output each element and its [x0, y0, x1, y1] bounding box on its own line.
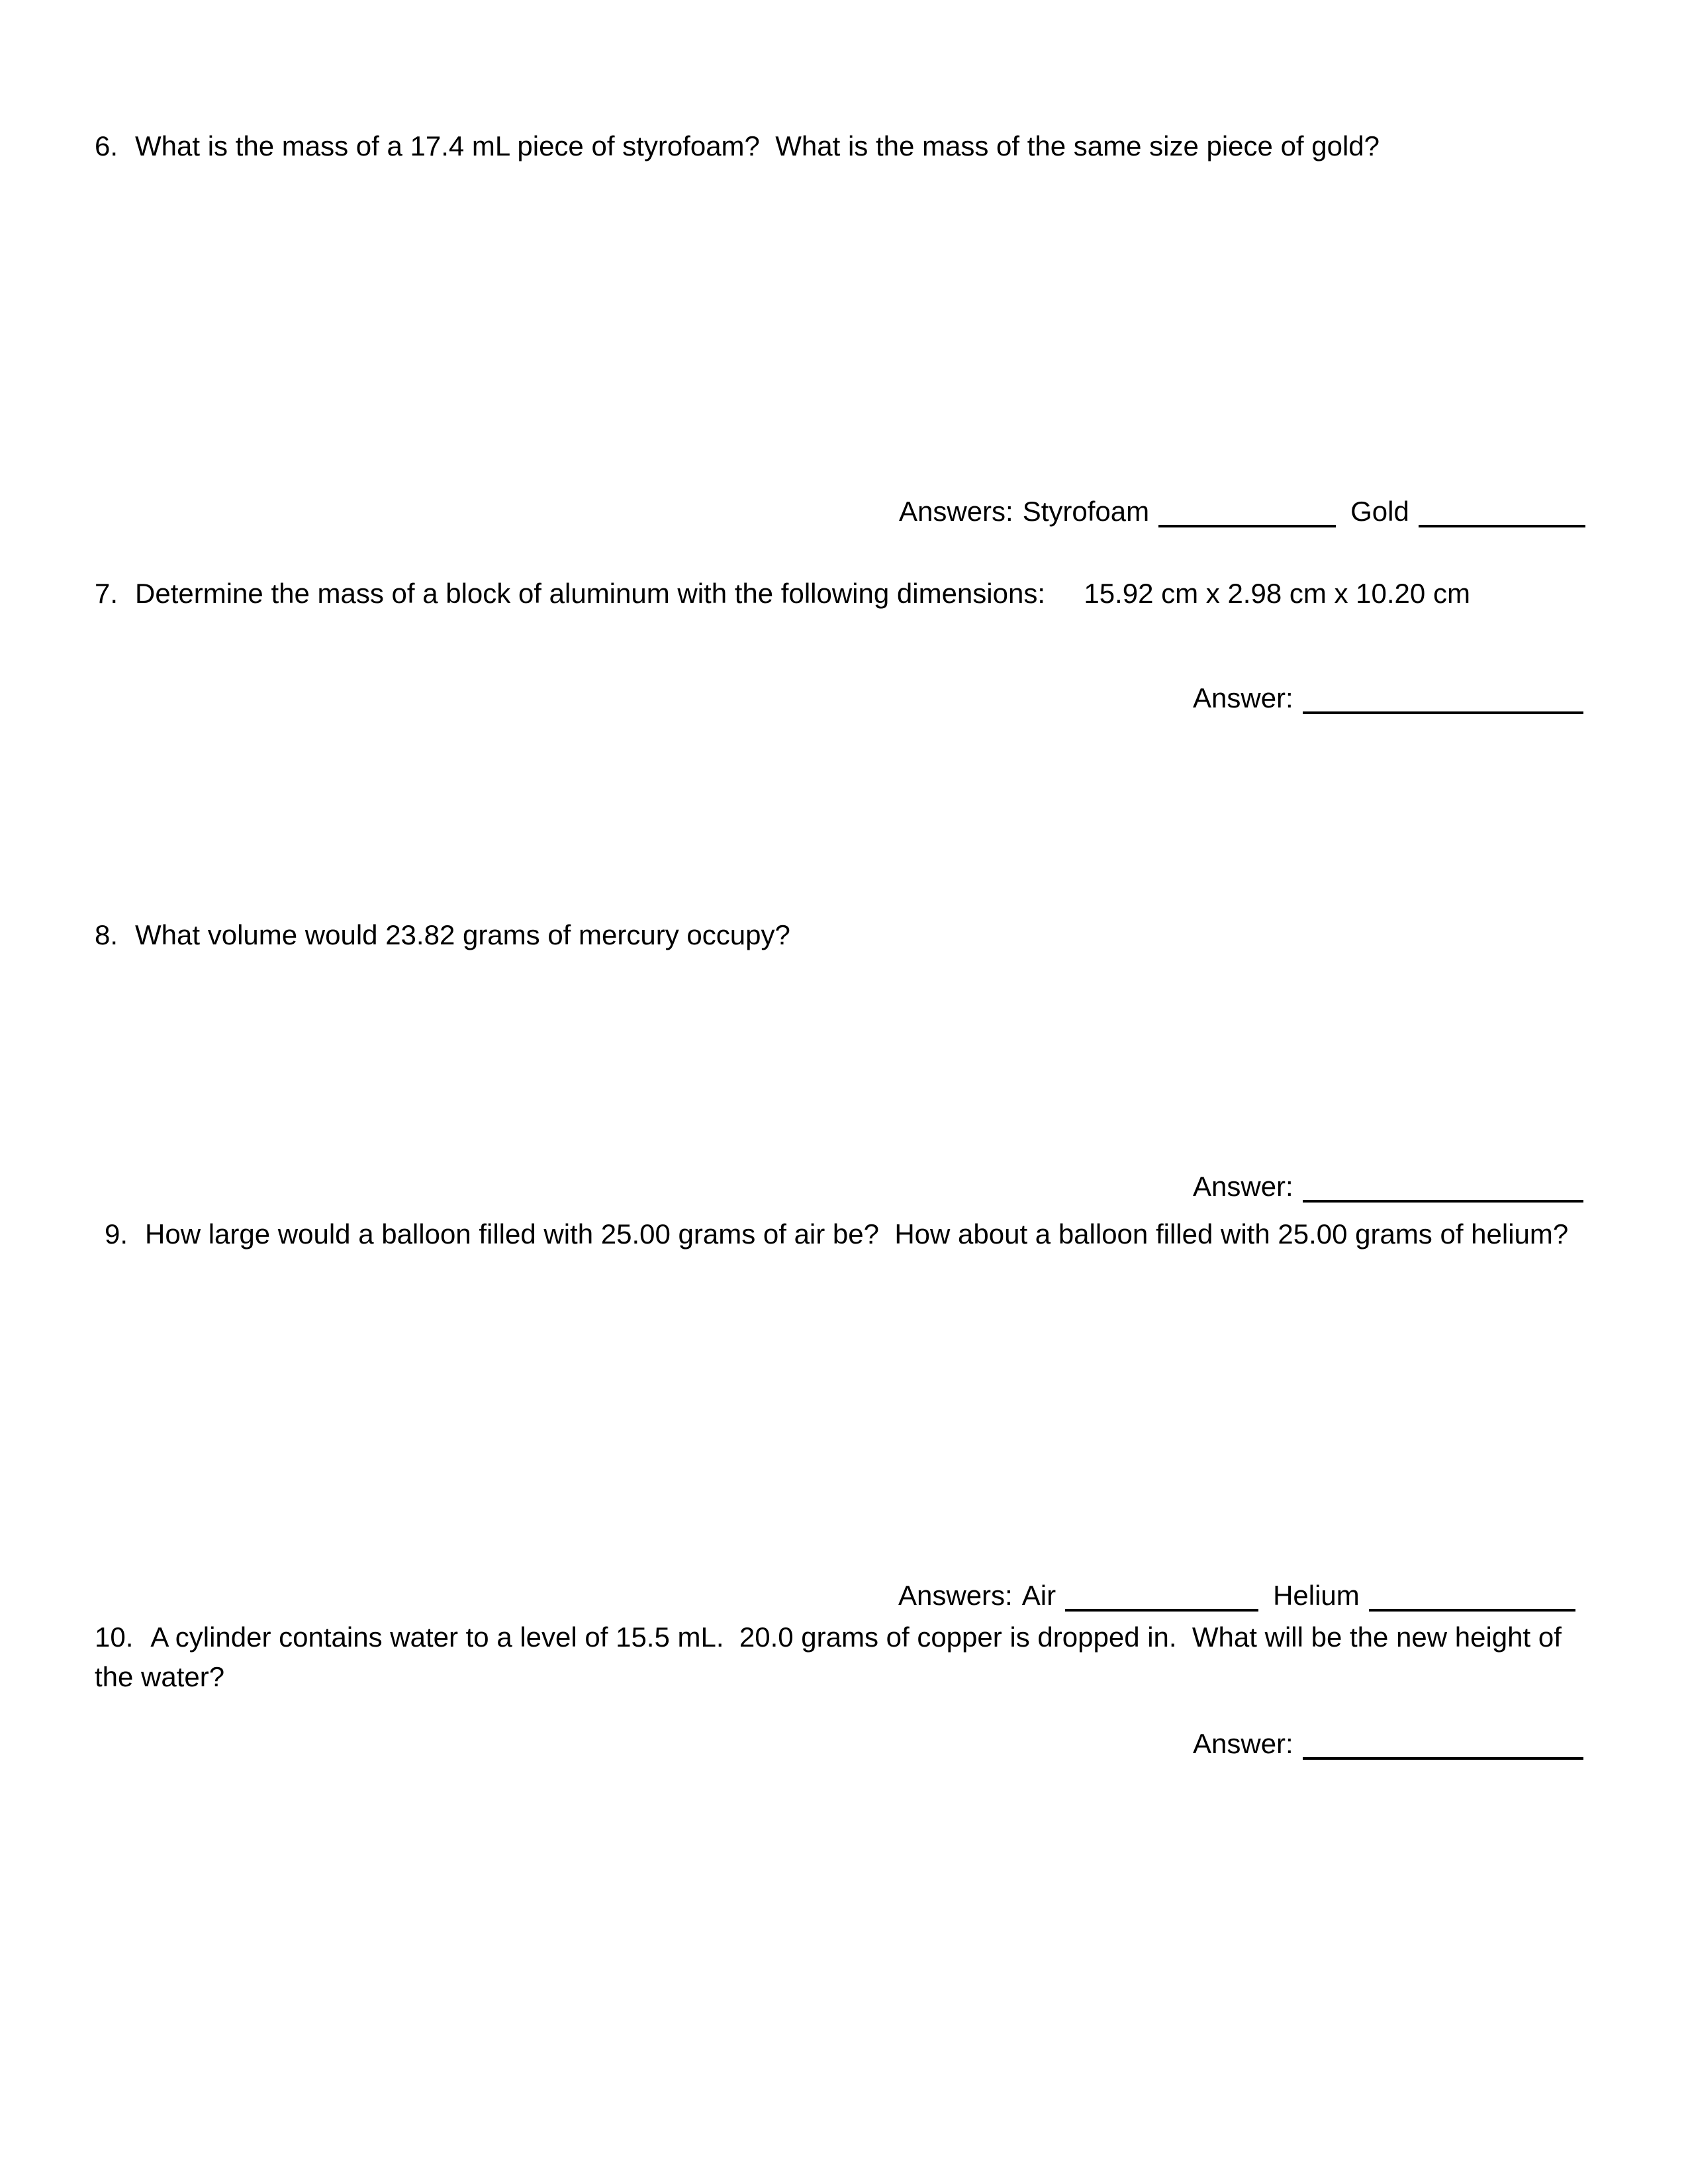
q10-answer-blank[interactable] — [1303, 1757, 1583, 1760]
q7-answer-blank[interactable] — [1303, 711, 1583, 714]
question-9-text: How large would a balloon filled with 25.00 grams of air be? How about a balloon filled with 25.00 grams of helium? — [145, 1218, 1569, 1250]
q8-answer-blank[interactable] — [1303, 1200, 1583, 1203]
answers-label-q6: Answers: — [899, 496, 1013, 527]
air-answer-blank[interactable] — [1065, 1609, 1258, 1612]
helium-field-label: Helium — [1273, 1580, 1360, 1611]
question-7 — [95, 574, 1470, 613]
answer-row-question-10 — [1193, 1725, 1583, 1763]
question-6-number: 6. — [95, 130, 118, 161]
answer-label-q7: Answer: — [1193, 682, 1293, 713]
answer-row-question-7 — [1193, 679, 1583, 717]
question-7-text: Determine the mass of a block of aluminum with the following dimensions: 15.92 cm x 2.98 cm x 10.20 cm — [135, 578, 1470, 609]
answer-row-question-9 — [898, 1576, 1575, 1615]
question-10-number: 10. — [95, 1621, 134, 1653]
question-8-text: What volume would 23.82 grams of mercury occupy? — [135, 919, 790, 950]
question-8-number: 8. — [95, 919, 118, 950]
answer-row-question-6 — [899, 492, 1585, 531]
styrofoam-answer-blank[interactable] — [1158, 525, 1336, 527]
helium-answer-blank[interactable] — [1369, 1609, 1575, 1612]
question-9-number: 9. — [105, 1218, 128, 1250]
gold-field-label: Gold — [1350, 496, 1409, 527]
question-10-text-line2: the water? — [95, 1661, 225, 1692]
air-field-label: Air — [1021, 1580, 1056, 1611]
question-7-number: 7. — [95, 578, 118, 609]
answer-label-q8: Answer: — [1193, 1171, 1293, 1202]
question-6-text: What is the mass of a 17.4 mL piece of styrofoam? What is the mass of the same size piece of gold? — [135, 130, 1380, 161]
answer-row-question-8 — [1193, 1167, 1583, 1206]
question-10-text-line1: A cylinder contains water to a level of 15.5 mL. 20.0 grams of copper is dropped in. What will be the new height of — [150, 1621, 1562, 1653]
gold-answer-blank[interactable] — [1419, 525, 1585, 527]
question-10 — [95, 1617, 1617, 1697]
styrofoam-field-label: Styrofoam — [1022, 496, 1150, 527]
question-6 — [95, 127, 1380, 165]
question-9 — [105, 1215, 1568, 1253]
question-8 — [95, 916, 790, 954]
answers-label-q9: Answers: — [898, 1580, 1013, 1611]
answer-label-q10: Answer: — [1193, 1728, 1293, 1759]
